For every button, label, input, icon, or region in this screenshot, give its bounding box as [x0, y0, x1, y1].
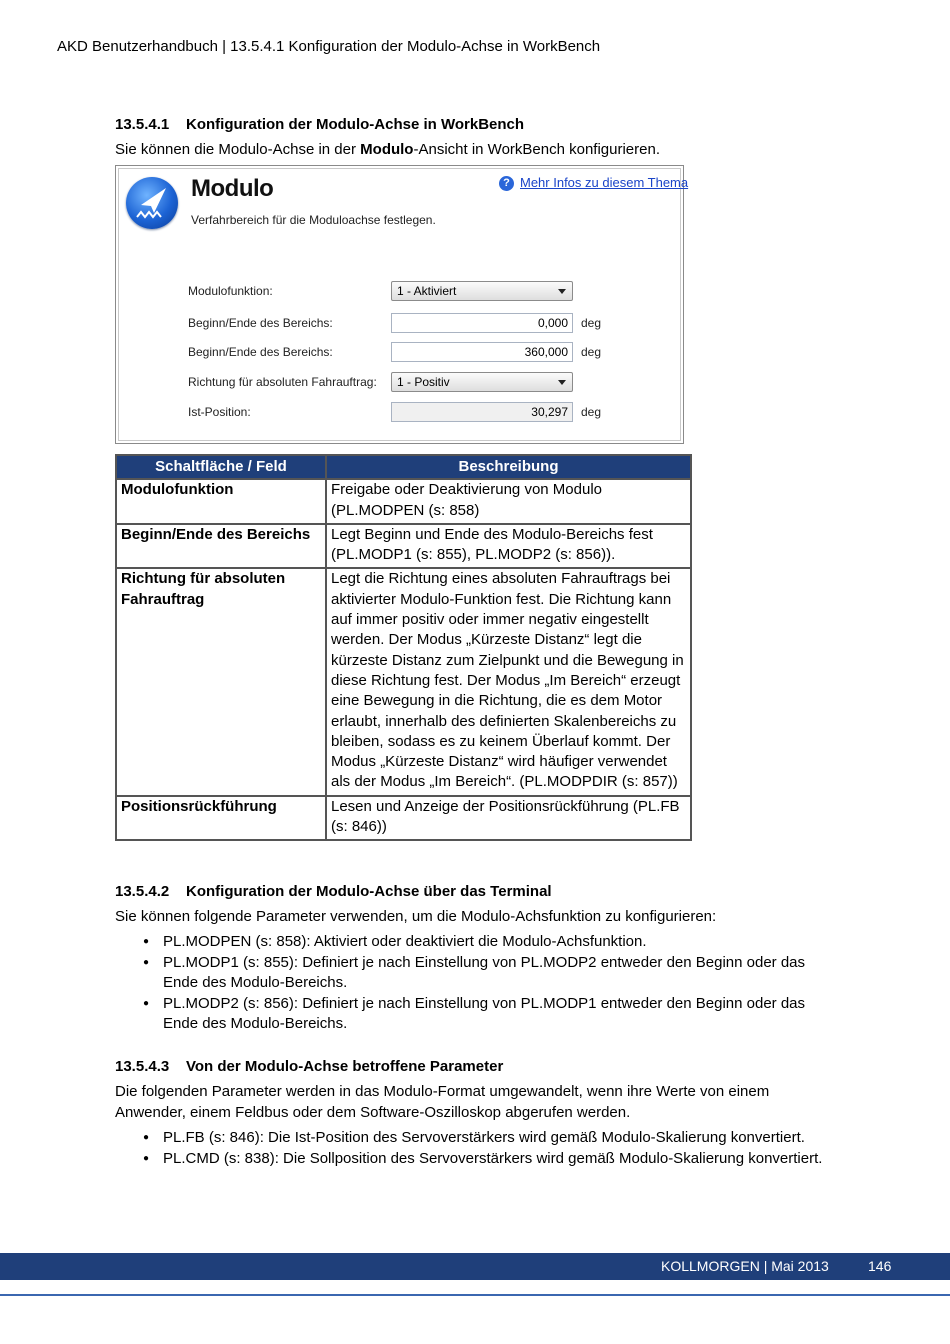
section-title: Konfiguration der Modulo-Achse in WorkBench [186, 116, 525, 133]
footer-divider [0, 1294, 950, 1296]
modulofunktion-select[interactable]: 1 - Aktiviert [391, 281, 573, 301]
table-row [116, 796, 691, 841]
field-label-direction: Richtung für absoluten Fahrauftrag: [188, 375, 377, 389]
direction-select[interactable]: 1 - Positiv [391, 372, 573, 392]
parameter-list-terminal [115, 932, 835, 1035]
section-number: 13.5.4.1 [115, 116, 170, 133]
list-item: ● PL.CMD (s: 838): Die Sollposition des Servoverstärkers wird gemäß Modulo-Skalierung konvertiert. [115, 1149, 835, 1170]
table-cell-field: Modulofunktion [116, 479, 326, 524]
table-cell-field: Beginn/Ende des Bereichs [116, 524, 326, 569]
running-header: AKD Benutzerhandbuch | 13.5.4.1 Konfiguration der Modulo-Achse in WorkBench [57, 38, 601, 55]
modulo-logo-icon [126, 177, 178, 229]
help-link-label: Mehr Infos zu diesem Thema [520, 175, 689, 190]
section-intro-3: Die folgenden Parameter werden in das Modulo-Format umgewandelt, wenn ihre Werte von einem Anwender, einem Feldbus oder dem Software-Oszilloskop abgerufen werden. [115, 1083, 770, 1121]
table-row [116, 524, 691, 569]
intro-text: Sie können die Modulo-Achse in der [115, 141, 361, 158]
table-cell-field: Richtung für absoluten Fahrauftrag [116, 568, 326, 795]
field-label-range-end: Beginn/Ende des Bereichs: [188, 345, 333, 359]
range-end-unit: deg [581, 345, 602, 359]
intro-text-end: -Ansicht in WorkBench konfigurieren. [413, 141, 660, 158]
panel-subtitle: Verfahrbereich für die Moduloachse festlegen. [191, 213, 436, 227]
table-cell-description: Lesen und Anzeige der Positionsrückführung (PL.FB (s: 846)) [326, 796, 691, 841]
section-heading-1 [115, 116, 524, 133]
actual-position-field: 30,297 [391, 402, 573, 422]
field-label-actual-position: Ist-Position: [188, 405, 251, 419]
section-heading-3 [115, 1058, 503, 1075]
table-cell-field: Positionsrückführung [116, 796, 326, 841]
field-label-range-start: Beginn/Ende des Bereichs: [188, 316, 333, 330]
section-number: 13.5.4.2 [115, 883, 170, 900]
section-intro-1 [115, 140, 835, 161]
panel-title: Modulo [191, 175, 274, 202]
help-link[interactable] [499, 175, 688, 191]
table-row [116, 568, 691, 795]
section-title: Konfiguration der Modulo-Achse über das Terminal [186, 883, 552, 900]
affected-parameter-list [115, 1128, 835, 1169]
list-item: ● PL.MODP1 (s: 855): Definiert je nach Einstellung von PL.MODP2 entweder den Beginn oder das Ende des Modulo-Bereichs. [115, 953, 835, 994]
list-item: ● PL.MODP2 (s: 856): Definiert je nach Einstellung von PL.MODP1 entweder den Beginn oder das Ende des Modulo-Bereichs. [115, 994, 835, 1035]
range-start-unit: deg [581, 316, 602, 330]
section-title: Von der Modulo-Achse betroffene Parameter [186, 1058, 504, 1075]
list-item: ● PL.MODPEN (s: 858): Aktiviert oder deaktiviert die Modulo-Achsfunktion. [115, 932, 835, 953]
question-icon: ? [499, 176, 514, 191]
table-cell-description: Legt die Richtung eines absoluten Fahrauftrags bei aktivierter Modulo-Funktion fest. Die Richtung kann auf immer positiv oder immer negativ eingestellt werden. Der Modus „Kürzeste Distanz“ legt die kürzeste Distanz zum Zielpunkt und die Bewegung in diese Richtung fest. Der Modus „Im Bereich“ erzeugt eine Bewegung in die Richtung, die es dem Motor erlaubt, innerhalb des definierten Skalenbereichs zu bleiben, sodass es zu keinem Überlauf kommt. Der Modus „Kürzeste Distanz“ wird häufiger verwendet als der Modus „Im Bereich“. (PL.MODPDIR (s: 857)) [326, 568, 691, 795]
section-number: 13.5.4.3 [115, 1058, 170, 1075]
table-header-row [116, 455, 691, 479]
screenshot-frame [118, 168, 689, 441]
actual-position-unit: deg [581, 405, 602, 419]
range-start-input[interactable]: 0,000 [391, 313, 573, 333]
table-header: Schaltfläche / Feld [116, 455, 326, 479]
list-item: ● PL.FB (s: 846): Die Ist-Position des Servoverstärkers wird gemäß Modulo-Skalierung konvertiert. [115, 1128, 835, 1149]
table-header: Beschreibung [326, 455, 691, 479]
intro-bold: Modulo [360, 141, 414, 158]
range-end-input[interactable]: 360,000 [391, 342, 573, 362]
section-intro-2: Sie können folgende Parameter verwenden, um die Modulo-Achsfunktion zu konfigurieren: [115, 908, 717, 925]
table-row [116, 479, 691, 524]
modulo-screenshot [115, 165, 689, 444]
section-heading-2 [115, 883, 552, 900]
table-cell-description: Freigabe oder Deaktivierung von Modulo (PL.MODPEN (s: 858) [326, 479, 691, 524]
field-description-table [115, 454, 692, 841]
table-cell-description: Legt Beginn und Ende des Modulo-Bereichs fest (PL.MODP1 (s: 855), PL.MODP2 (s: 856)). [326, 524, 691, 569]
footer-brand-date: KOLLMORGEN | Mai 2013 [661, 1258, 829, 1274]
page-number: 146 [868, 1258, 892, 1274]
field-label-modulofunktion: Modulofunktion: [188, 284, 273, 298]
